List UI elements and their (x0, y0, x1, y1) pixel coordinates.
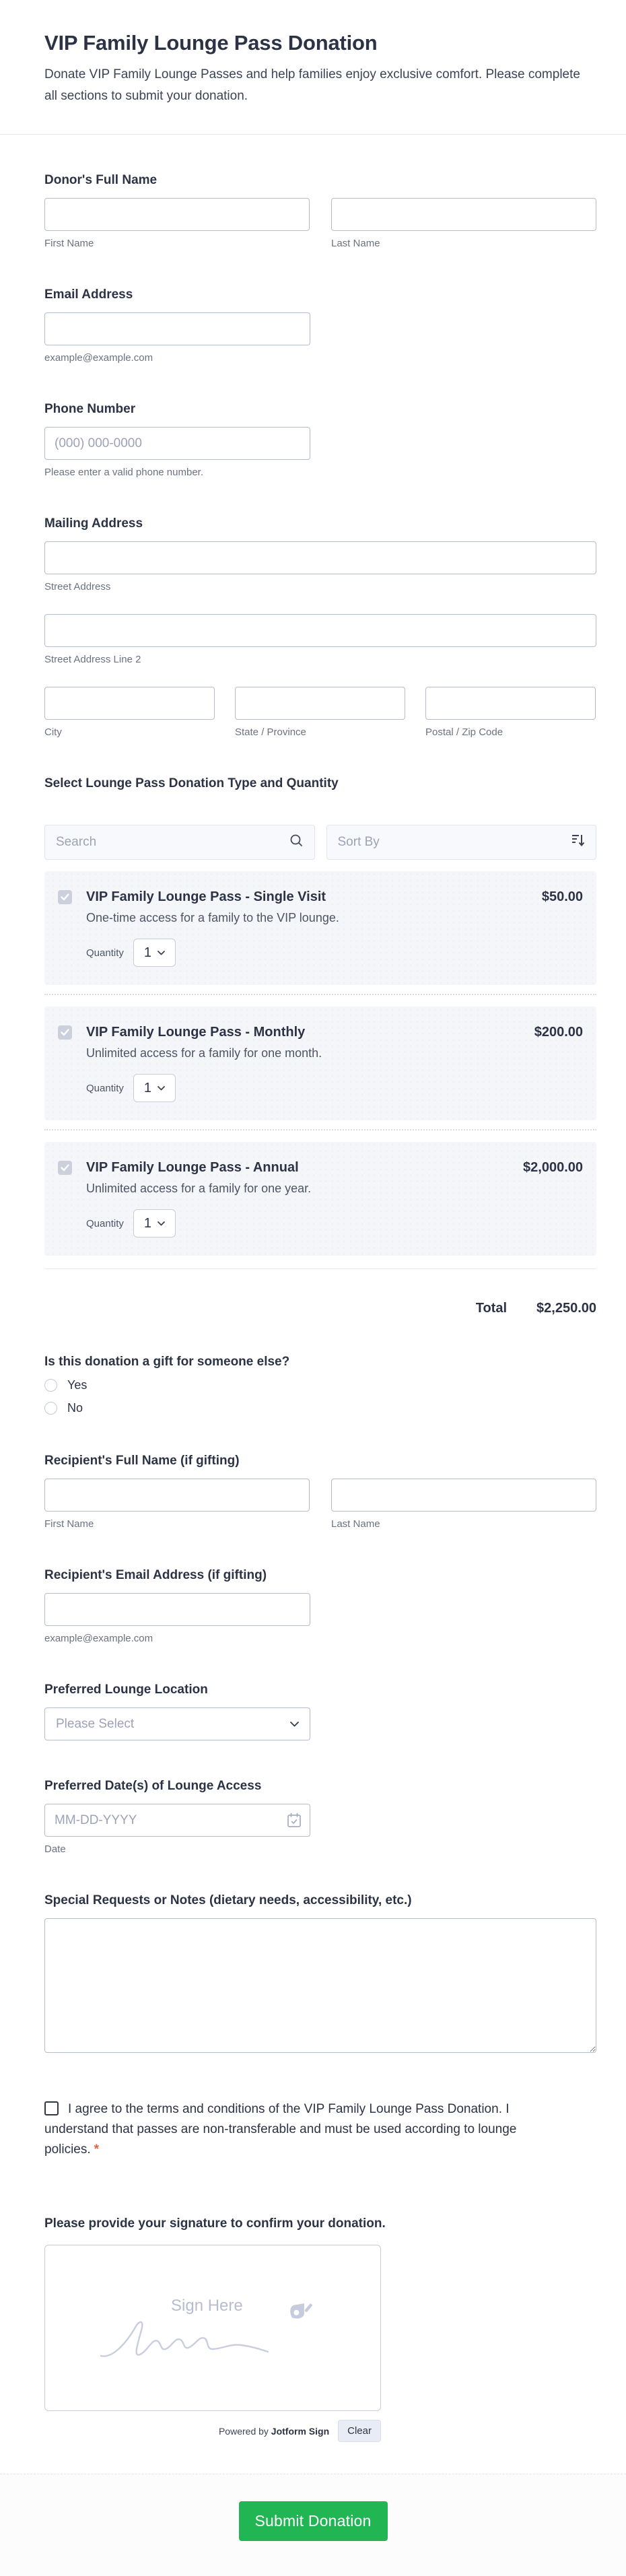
phone-label: Phone Number (44, 402, 136, 416)
product-description: Unlimited access for a family for one year. (86, 1182, 312, 1195)
agreement-checkbox[interactable] (44, 2101, 59, 2115)
header-divider (0, 134, 626, 135)
product-search-placeholder: Search (56, 835, 97, 849)
signature-pad[interactable] (44, 2245, 381, 2411)
agreement-text: I agree to the terms and conditions of the VIP Family Lounge Pass Donation. I understand that passes are non-transferable and must be used according to lounge policies. (44, 2102, 517, 2157)
product-title: VIP Family Lounge Pass - Single Visit (86, 889, 326, 904)
product-price: $50.00 (541, 889, 583, 904)
donor-first-name-sublabel: First Name (44, 238, 94, 249)
gift-option-no[interactable] (44, 1401, 596, 1415)
location-label: Preferred Lounge Location (44, 1683, 208, 1697)
product-separator (44, 1129, 596, 1130)
product-price: $200.00 (534, 1025, 583, 1040)
recipient-name-label: Recipient's Full Name (if gifting) (44, 1454, 240, 1468)
sign-here-text: Sign Here (171, 2296, 243, 2315)
powered-by-text (219, 2426, 329, 2437)
street-address-line2-input[interactable] (44, 614, 596, 647)
sort-icon (571, 833, 585, 852)
location-select[interactable] (44, 1707, 310, 1740)
product-title: VIP Family Lounge Pass - Monthly (86, 1025, 306, 1040)
recipient-email-label: Recipient's Email Address (if gifting) (44, 1568, 267, 1582)
gift-option-no-label: No (67, 1401, 83, 1415)
product-card-annual (44, 1142, 596, 1256)
gift-option-yes-label: Yes (67, 1378, 88, 1392)
signature-label: Please provide your signature to confirm your donation. (44, 2216, 386, 2231)
street-address-sublabel: Street Address (44, 581, 111, 592)
question-phone (44, 402, 596, 478)
radio-icon[interactable] (44, 1379, 57, 1392)
quantity-value: 1 (143, 1080, 151, 1095)
footer (0, 2474, 626, 2576)
street-address-line2-sublabel: Street Address Line 2 (44, 654, 141, 665)
page-subtitle: Donate VIP Family Lounge Passes and help families enjoy exclusive comfort. Please complete all sections to submit your donation. (44, 67, 580, 103)
donor-name-label: Donor's Full Name (44, 173, 158, 187)
product-sort-placeholder: Sort By (337, 835, 380, 849)
quantity-select[interactable] (133, 1074, 176, 1102)
chevron-down-icon (158, 1086, 165, 1091)
total-value: $2,250.00 (536, 1301, 596, 1316)
recipient-email-input[interactable] (44, 1593, 310, 1626)
product-price: $2,000.00 (523, 1160, 583, 1175)
notes-label: Special Requests or Notes (dietary needs, accessibility, etc.) (44, 1893, 412, 1907)
question-gift (44, 1355, 596, 1415)
recipient-first-name-input[interactable] (44, 1479, 310, 1512)
zip-input[interactable] (425, 687, 596, 720)
form-page (0, 31, 626, 107)
product-separator (44, 994, 596, 995)
product-description: One-time access for a family to the VIP lounge. (86, 911, 339, 924)
donor-last-name-sublabel: Last Name (331, 238, 380, 249)
donor-first-name-input[interactable] (44, 198, 310, 231)
phone-input[interactable] (44, 427, 310, 460)
page-title: VIP Family Lounge Pass Donation (44, 31, 378, 55)
product-title: VIP Family Lounge Pass - Annual (86, 1160, 299, 1175)
quantity-select[interactable] (133, 1209, 176, 1238)
question-recipient-email (44, 1568, 596, 1644)
chevron-down-icon (290, 1722, 299, 1727)
question-recipient-name (44, 1454, 596, 1530)
donor-last-name-input[interactable] (331, 198, 596, 231)
product-sort-select[interactable] (326, 825, 597, 860)
recipient-email-sublabel: example@example.com (44, 1633, 153, 1644)
date-label: Preferred Date(s) of Lounge Access (44, 1779, 262, 1793)
calendar-icon[interactable] (287, 1812, 302, 1831)
street-address-input[interactable] (44, 541, 596, 574)
radio-icon[interactable] (44, 1402, 57, 1415)
question-email (44, 287, 596, 364)
search-icon (289, 834, 304, 852)
email-input[interactable] (44, 312, 310, 345)
product-description: Unlimited access for a family for one month. (86, 1046, 322, 1060)
question-donor-name (44, 173, 596, 249)
question-address (44, 516, 596, 738)
city-input[interactable] (44, 687, 215, 720)
state-input[interactable] (235, 687, 405, 720)
chevron-down-icon (158, 1221, 165, 1226)
clear-signature-button[interactable]: Clear (338, 2420, 381, 2442)
gift-option-yes[interactable] (44, 1378, 596, 1392)
recipient-last-name-input[interactable] (331, 1479, 596, 1512)
question-date (44, 1779, 596, 1855)
quantity-select[interactable] (133, 939, 176, 967)
product-checkbox-checked[interactable] (58, 1025, 72, 1040)
quantity-label: Quantity (86, 1082, 124, 1094)
gift-label: Is this donation a gift for someone else? (44, 1355, 290, 1369)
date-input[interactable] (44, 1804, 310, 1837)
email-sublabel: example@example.com (44, 352, 153, 364)
chevron-down-icon (158, 951, 165, 955)
products-total-divider (44, 1268, 596, 1269)
notes-textarea[interactable] (44, 1918, 596, 2053)
pen-nib-icon (281, 2297, 312, 2331)
quantity-label: Quantity (86, 1217, 124, 1229)
product-card-single-visit (44, 871, 596, 985)
date-sublabel: Date (44, 1843, 66, 1855)
jotform-sign-brand: Jotform Sign (271, 2425, 330, 2437)
question-signature (44, 2216, 596, 2442)
question-location (44, 1683, 596, 1740)
product-checkbox-checked[interactable] (58, 1161, 72, 1175)
powered-prefix: Powered by (218, 2425, 269, 2437)
products-label: Select Lounge Pass Donation Type and Quantity (44, 776, 339, 790)
location-select-placeholder: Please Select (56, 1716, 135, 1731)
email-label: Email Address (44, 287, 133, 302)
state-sublabel: State / Province (235, 726, 306, 738)
zip-sublabel: Postal / Zip Code (425, 726, 503, 738)
signature-squiggle-icon (98, 2311, 273, 2369)
city-sublabel: City (44, 726, 62, 738)
product-search-input[interactable] (44, 825, 315, 860)
question-products (44, 776, 596, 1316)
phone-sublabel: Please enter a valid phone number. (44, 467, 203, 478)
address-label: Mailing Address (44, 516, 143, 531)
product-checkbox-checked[interactable] (58, 890, 72, 904)
recipient-last-name-sublabel: Last Name (331, 1518, 380, 1530)
recipient-first-name-sublabel: First Name (44, 1518, 94, 1530)
quantity-label: Quantity (86, 947, 124, 959)
agreement-row (44, 2099, 526, 2160)
product-card-monthly (44, 1007, 596, 1120)
quantity-value: 1 (143, 1215, 151, 1231)
required-asterisk: * (94, 2142, 100, 2157)
quantity-value: 1 (143, 945, 151, 960)
question-notes (44, 1893, 596, 2056)
total-label: Total (475, 1301, 508, 1316)
submit-donation-button[interactable]: Submit Donation (239, 2501, 388, 2541)
